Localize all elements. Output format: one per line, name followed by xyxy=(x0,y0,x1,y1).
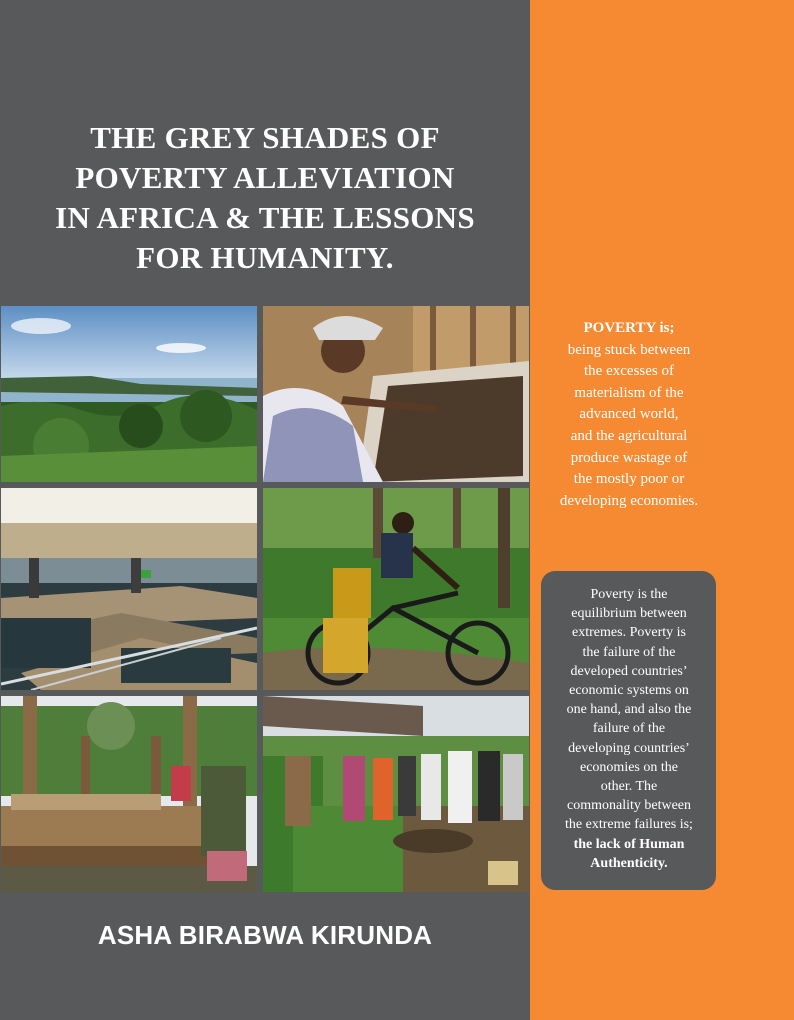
box-bold-line: the lack of Human xyxy=(573,836,685,852)
lake-palm-plantation-photo xyxy=(1,306,257,482)
quote-heading: POVERTY is; xyxy=(583,320,675,336)
box-line: developed countries’ xyxy=(570,663,688,679)
quote-line: and the agricultural xyxy=(570,427,688,444)
book-title xyxy=(40,118,490,278)
box-line: Poverty is the xyxy=(590,587,668,602)
box-line: commonality between xyxy=(566,798,692,814)
quote-line: produce wastage of xyxy=(570,449,688,466)
box-line: economic systems on xyxy=(569,683,689,699)
title-line: THE GREY SHADES OF xyxy=(90,120,440,155)
box-bold-line: Authenticity. xyxy=(590,855,668,871)
woman-planting-seedbed-photo xyxy=(263,306,529,482)
quote-line: the excesses of xyxy=(584,363,674,380)
box-line: extremes. Poverty is xyxy=(572,625,686,641)
box-line: the failure of the xyxy=(582,644,676,660)
quote-line: developing economies. xyxy=(559,492,699,509)
box-line: equilibrium between xyxy=(571,606,687,622)
box-line: failure of the xyxy=(592,721,666,737)
box-line: economies on the xyxy=(580,759,678,775)
title-line: IN AFRICA & THE LESSONS xyxy=(55,200,475,235)
quote-line: advanced world, xyxy=(579,406,679,423)
group-farm-visit-photo xyxy=(263,696,529,892)
man-bicycle-jerrycans-photo xyxy=(263,488,529,690)
box-line: developing countries’ xyxy=(568,740,690,756)
quote-line: being stuck between xyxy=(567,341,691,358)
poverty-quote xyxy=(540,318,718,512)
box-line: other. The xyxy=(600,779,658,795)
author-name: ASHA BIRABWA KIRUNDA xyxy=(97,920,433,950)
box-line: the extreme failures is; xyxy=(565,817,693,833)
box-line: one hand, and also the xyxy=(566,702,692,718)
wooden-structure-women-photo xyxy=(1,696,257,892)
fish-cage-farm-photo xyxy=(1,488,257,690)
quote-line: materialism of the xyxy=(574,384,684,401)
poverty-definition-text xyxy=(547,585,711,873)
quote-line: the mostly poor or xyxy=(573,471,685,488)
title-line: POVERTY ALLEVIATION xyxy=(75,160,455,195)
title-line: FOR HUMANITY. xyxy=(136,240,394,275)
